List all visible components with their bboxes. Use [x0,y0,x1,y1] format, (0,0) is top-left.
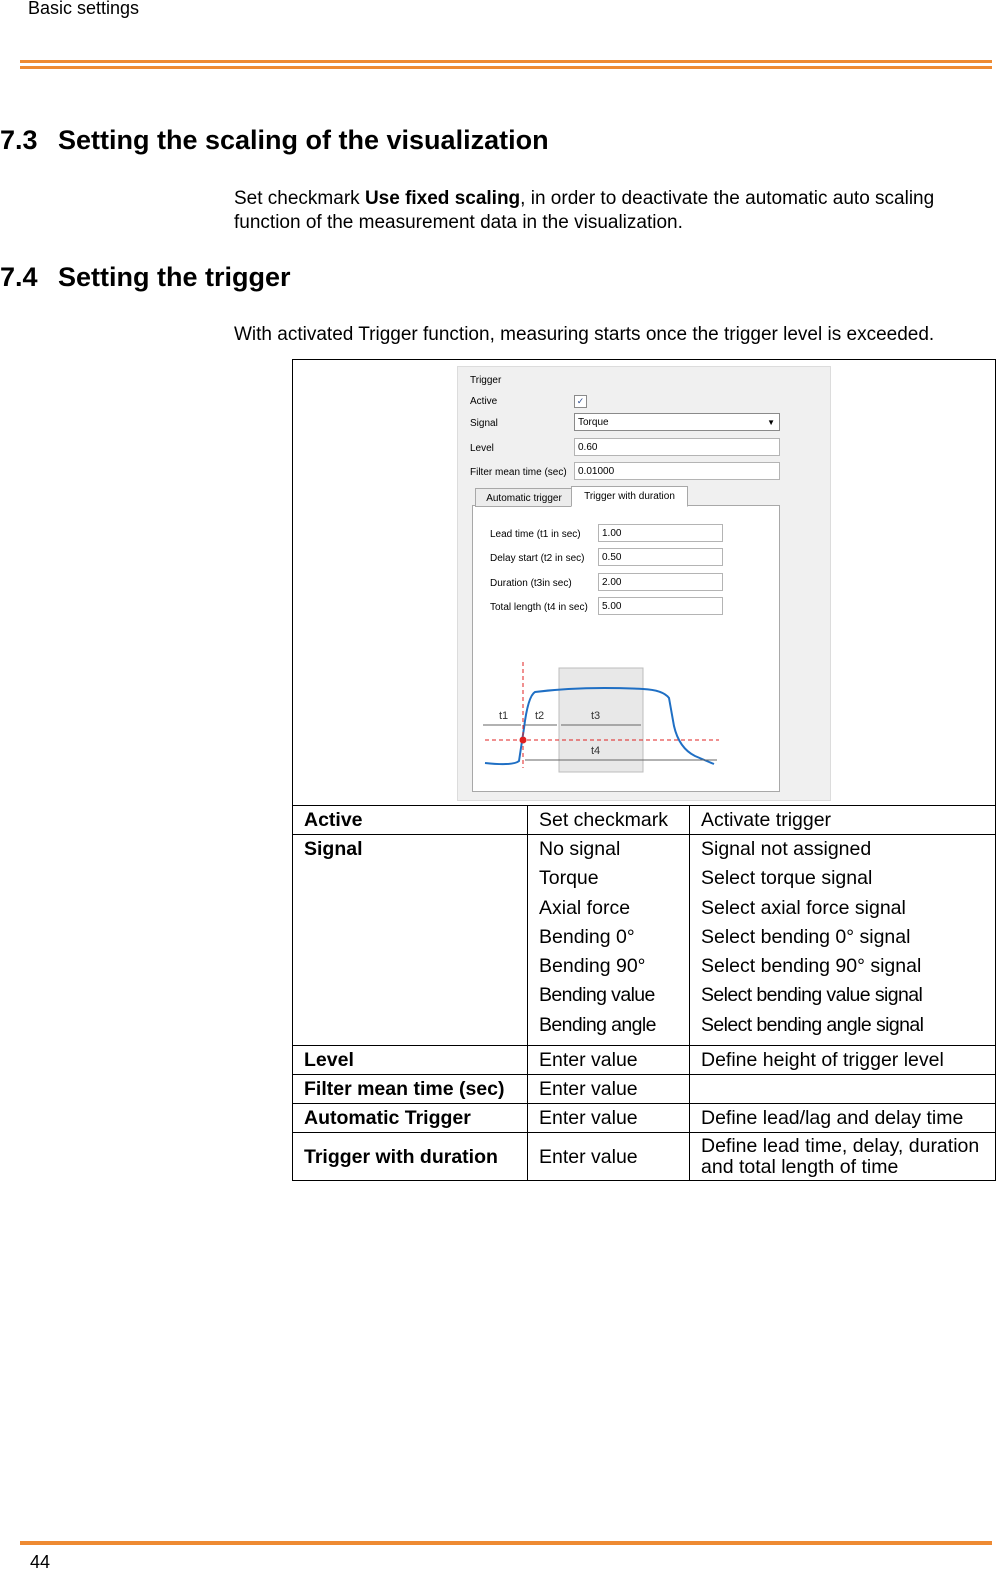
active-label: Active [470,396,498,407]
row-value-level: Enter value [528,1046,690,1075]
delay-start-input[interactable]: 0.50 [598,548,723,566]
total-length-label: Total length (t4 in sec) [490,602,588,613]
trigger-dialog-screenshot-cell [293,360,996,806]
signal-description: Select bending 0° signal [701,925,911,948]
signal-option: Bending 90° [539,955,646,978]
section-title: Setting the trigger [58,262,291,292]
t1-label: t1 [499,710,509,722]
row-desc-automatic-trigger: Define lead/lag and delay time [690,1104,996,1133]
row-key-level: Level [293,1046,528,1075]
duration-input[interactable]: 2.00 [598,573,723,591]
section-number: 7.3 [0,125,38,155]
active-checkbox[interactable]: ✓ [574,395,587,408]
header-rule-top [20,60,992,63]
signal-description: Select bending angle signal [701,1013,924,1036]
section-7-3-paragraph [234,187,999,235]
section-7-4-paragraph: With activated Trigger function, measuring starts once the trigger level is exceeded. [234,324,935,345]
signal-description: Signal not assigned [701,838,872,860]
section-heading-7-4 [0,262,291,293]
section-heading-7-3 [0,125,549,156]
row-value-filter: Enter value [528,1075,690,1104]
signal-description: Select torque signal [701,867,873,890]
signal-option: Bending value [539,984,655,1007]
row-key-signal: Signal [293,835,528,1046]
row-key-automatic-trigger: Automatic Trigger [293,1104,528,1133]
row-value-trigger-with-duration: Enter value [528,1133,690,1181]
row-value-automatic-trigger: Enter value [528,1104,690,1133]
row-desc-level: Define height of trigger level [690,1046,996,1075]
row-key-trigger-with-duration: Trigger with duration [293,1133,528,1181]
t4-label: t4 [591,745,601,757]
signal-option: Axial force [539,896,631,919]
signal-option: No signal [539,838,621,860]
total-length-input[interactable]: 5.00 [598,597,723,615]
lead-time-label: Lead time (t1 in sec) [490,529,581,540]
row-desc-active: Activate trigger [690,806,996,835]
trigger-point [520,737,527,744]
section-title: Setting the scaling of the visualization [58,125,549,155]
signal-description: Select axial force signal [701,896,906,919]
row-value-active: Set checkmark [528,806,690,835]
para-bold-term: Use fixed scaling [364,188,521,209]
signal-label: Signal [470,418,498,429]
tab-trigger-with-duration[interactable]: Trigger with duration [571,486,688,507]
filter-label: Filter mean time (sec) [470,467,567,478]
signal-option: Bending 0° [539,925,635,948]
header-rule-bottom [20,66,992,69]
filter-input[interactable]: 0.01000 [574,462,780,480]
t3-label: t3 [591,710,601,722]
row-desc-trigger-with-duration: Define lead time, delay, duration and total length of time [690,1133,996,1181]
delay-start-label: Delay start (t2 in sec) [490,553,585,564]
duration-label: Duration (t3in sec) [490,578,572,589]
group-title: Trigger [470,375,502,386]
row-desc-filter [690,1075,996,1104]
tab-panel-trigger-with-duration [472,505,780,792]
level-label: Level [470,443,494,454]
trigger-timing-diagram [473,656,779,786]
signal-option: Bending angle [539,1013,656,1036]
row-values-signal [528,835,690,1046]
section-number: 7.4 [0,262,38,292]
trigger-dialog [457,366,831,801]
signal-description: Select bending 90° signal [701,955,922,978]
para-text: Set checkmark [234,188,365,209]
page-number: 44 [30,1552,51,1572]
lead-time-input[interactable]: 1.00 [598,524,723,542]
signal-selected-value: Torque [578,417,609,428]
signal-description: Select bending value signal [701,984,923,1007]
t2-label: t2 [535,710,545,722]
signal-option: Torque [539,867,599,890]
para-text: , in order to deactivate the automatic auto scaling function of the measurement data in the visualization. [234,188,935,233]
chevron-down-icon: ▼ [767,418,775,427]
signal-select[interactable] [574,413,780,431]
running-header: Basic settings [28,0,140,18]
row-key-filter: Filter mean time (sec) [293,1075,528,1104]
trigger-settings-table [292,359,996,1181]
row-key-active: Active [293,806,528,835]
row-descs-signal [690,835,996,1046]
level-input[interactable]: 0.60 [574,438,780,456]
duration-window [559,668,643,772]
footer-rule [20,1541,992,1545]
tab-automatic-trigger[interactable]: Automatic trigger [475,488,573,507]
